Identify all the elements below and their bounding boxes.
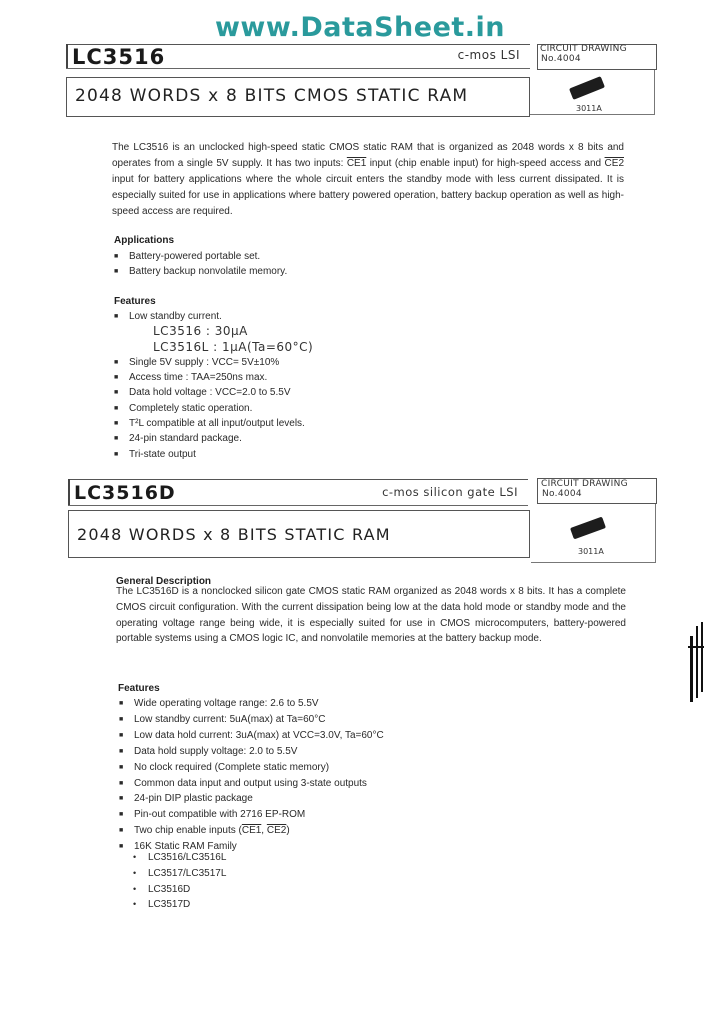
package-code: 3011A: [578, 547, 604, 556]
list-item: ■ No clock required (Complete static memory): [118, 760, 384, 776]
family-list: [130, 850, 226, 913]
process-label: c-mos silicon gate LSI: [382, 485, 518, 499]
drawing-number: No.4004: [542, 489, 582, 499]
list-item: LC3516L : 1μA(Ta=60°C): [153, 339, 314, 354]
list-item: ■ Data hold supply voltage: 2.0 to 5.5V: [118, 744, 384, 760]
list-item: ■ Low standby current: 5uA(max) at Ta=60°C: [118, 712, 384, 728]
list-item: ■ 16K Static RAM Family: [118, 839, 384, 855]
list-item: ■ Two chip enable inputs (CE1, CE2): [118, 823, 384, 839]
list-item: ■ Single 5V supply : VCC= 5V±10%: [113, 355, 313, 370]
page-title: 2048 WORDS x 8 BITS STATIC RAM: [77, 525, 391, 544]
list-item: ■ 24-pin standard package.: [113, 431, 313, 446]
ce1-signal: CE1: [241, 825, 262, 837]
watermark-url: www.DataSheet.in: [214, 12, 506, 43]
list-item: ■ Access time : TAA=250ns max.: [113, 370, 313, 385]
ce1-signal: CE1: [346, 158, 367, 169]
list-item: ■ Common data input and output using 3-state outputs: [118, 776, 384, 792]
ce2-signal: CE2: [604, 158, 624, 169]
applications-heading: Applications: [114, 235, 175, 246]
circuit-drawing-box: [537, 478, 657, 504]
list-item: ■ T²L compatible at all input/output levels.: [113, 416, 313, 431]
general-description-heading: General Description: [116, 576, 212, 587]
list-item: • LC3516/LC3516L: [130, 850, 226, 866]
page-title: 2048 WORDS x 8 BITS CMOS STATIC RAM: [75, 86, 469, 106]
ic-package-image: [569, 76, 605, 100]
list-item: ■ Data hold voltage : VCC=2.0 to 5.5V: [113, 385, 313, 400]
part-number: LC3516D: [74, 482, 176, 504]
list-item: ■ Low standby current.: [113, 309, 313, 324]
circuit-drawing-label: CIRCUIT DRAWING: [541, 479, 628, 489]
circuit-drawing-box: [537, 44, 657, 70]
features-list: [113, 309, 313, 462]
features-heading: Features: [114, 296, 156, 307]
drawing-number: No.4004: [541, 54, 581, 64]
features-list: [118, 696, 384, 855]
part-number: LC3516: [72, 45, 166, 69]
list-item: ■ 24-pin DIP plastic package: [118, 791, 384, 807]
circuit-drawing-label: CIRCUIT DRAWING: [540, 44, 627, 54]
description: The LC3516 is an unclocked high-speed static CMOS static RAM that is organized as 2048 words x 8 bits and operates from a single 5V supply. It has two inputs: CE1 input (chip enable input) for high-speed access and CE2 input for battery applications where the whole circuit enters the standby mode with less current dissipated. It is especially suited for use in applications where battery powered operation, battery backup operation as well as high-speed access are required.: [112, 142, 624, 217]
general-description: The LC3516D is a nonclocked silicon gate CMOS static RAM organized as 2048 words x 8 bits. It has a complete CMOS circuit configuration. With the current dissipation being low at the data hold mode or standby mode and the operating voltage range being wide, it is especially suited for use in CMOS microcomputers, battery-powered portable systems using a CMOS logic IC, and nonvolatile memories at the battery backup mode.: [116, 586, 626, 645]
list-item: ■ Tri-state output: [113, 447, 313, 462]
list-item: • LC3517D: [130, 897, 226, 913]
package-box: [530, 70, 655, 115]
features-heading: Features: [118, 683, 160, 694]
list-item: ■ Pin-out compatible with 2716 EP-ROM: [118, 807, 384, 823]
applications-list: [113, 249, 287, 280]
ic-package-image: [570, 517, 606, 540]
title-box: [68, 510, 530, 558]
scan-artifact: [688, 622, 710, 704]
process-label: c-mos LSI: [457, 48, 520, 62]
list-item: • LC3517/LC3517L: [130, 866, 226, 882]
list-item: ■ Wide operating voltage range: 2.6 to 5.5V: [118, 696, 384, 712]
list-item: • LC3516D: [130, 882, 226, 898]
list-item: ■ Battery-powered portable set.: [113, 249, 287, 264]
section2-header: [68, 479, 528, 505]
package-code: 3011A: [576, 104, 602, 113]
list-item: ■ Battery backup nonvolatile memory.: [113, 264, 287, 279]
section1-header: [66, 44, 530, 68]
list-item: ■ Low data hold current: 3uA(max) at VCC=3.0V, Ta=60°C: [118, 728, 384, 744]
package-box: [531, 504, 656, 563]
title-box: [66, 77, 530, 117]
ce2-signal: CE2: [266, 825, 287, 837]
list-item: ■ Completely static operation.: [113, 401, 313, 416]
list-item: LC3516 : 30μA: [153, 324, 248, 339]
